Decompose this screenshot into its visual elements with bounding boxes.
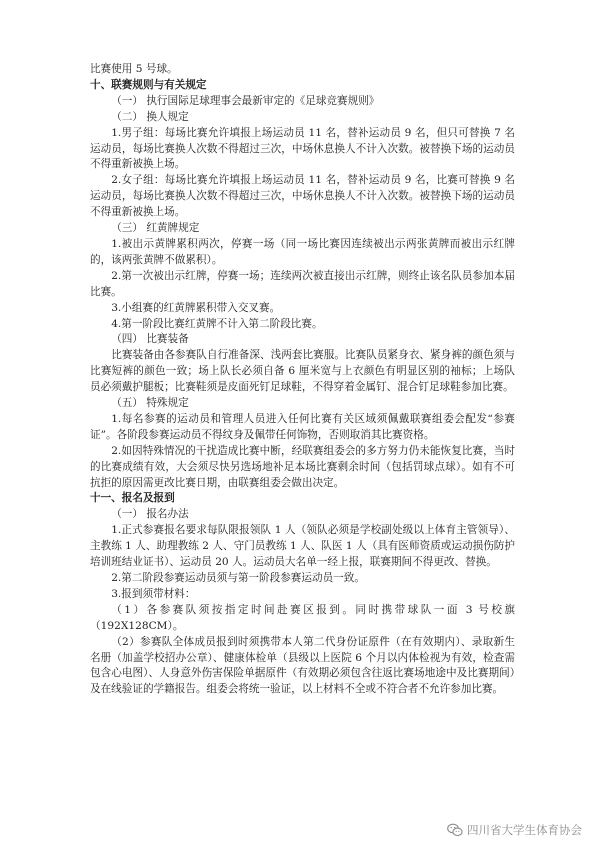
paragraph: 2.第一次被出示红牌，停赛一场；连续两次被直接出示红牌，则终止该名队员参加本届比赛。 [90,269,515,298]
paragraph: 1.被出示黄牌累积两次，停赛一场（同一场比赛因连续被出示两张黄牌而被出示红牌的，该两张黄牌不做累积）。 [90,237,515,266]
watermark-text: 四川省大学生体育协会 [467,823,582,837]
paragraph: （一） 执行国际足球理事会最新审定的《足球竞赛规则》 [111,94,380,107]
paragraph: 4.第一阶段比赛红黄牌不计入第二阶段比赛。 [111,317,323,330]
paragraph: （五） 特殊规定 [111,397,189,410]
paragraph: 比赛使用 5 号球。 [90,63,178,75]
section-heading: 十、联赛规则与有关规定 [90,78,207,91]
paragraph: 比赛装备由各参赛队自行准备深、浅两套比赛服。比赛队员紧身衣、紧身裤的颜色须与比赛短裤的颜色一致；场上队长必须自备 6 厘米宽与上衣颜色有明显区别的袖标；上场队员必须戴护腿板；比赛鞋须是皮面死钉足球鞋，不得穿着金属钉、混合钉足球鞋参加比赛。 [90,349,515,394]
document-body [90,62,515,698]
paragraph: （2）参赛队全体成员报到时须携带本人第二代身份证原件（在有效期内）、录取新生名册（加盖学校招办公章）、健康体检单（县级以上医院 6 个月以内体检视为有效，检查需包含心电图）、人身意外伤害保险单据原件（有效期必须包含往返比赛场地途中及比赛期间）及在线验证的学籍报告。组委会将统一验证，以上材料不全或不符合者不允许参加比赛。 [90,635,515,696]
paragraph: （二） 换人规定 [111,110,189,123]
paragraph: （1）各参赛队须按指定时间赴赛区报到。同时携带球队一面 3 号校旗（192X128CM）。 [90,603,515,632]
paragraph: 1.正式参赛报名要求每队限报领队 1 人（领队必须是学校副处级以上体育主管领导）、主教练 1 人、助理教练 2 人、守门员教练 1 人、队医 1 人（具有医师资质或运动损伤防护培训班结业证书）、运动员 20 人。运动员大名单一经上报，联赛期间不得更改、替换。 [90,524,515,569]
paragraph: 2.第二阶段参赛运动员须与第一阶段参赛运动员一致。 [111,572,365,584]
paragraph: 2.女子组：每场比赛允许填报上场运动员 11 名，替补运动员 9 名，比赛可替换 9 名运动员，每场比赛换人次数不得超过三次，中场休息换人不计入次数。被替换下场的运动员不得重新被换上场。 [90,174,515,219]
paragraph: （四） 比赛装备 [111,333,189,346]
paragraph: （三） 红黄牌规定 [111,222,200,235]
wechat-icon [447,823,463,837]
paragraph: 3.小组赛的红黄牌累积带入交叉赛。 [111,301,281,314]
paragraph: 2.如因特殊情况的干扰造成比赛中断，经联赛组委会的多方努力仍未能恢复比赛，当时的比赛成绩有效，大会须尽快另选场地补足本场比赛剩余时间（包括罚球点球）。如有不可抗拒的原因需更改比赛日期，由联赛组委会做出决定。 [90,444,515,489]
section-heading: 十一、报名及报到 [90,492,175,505]
paragraph: 1.每名参赛的运动员和管理人员进入任何比赛有关区域须佩戴联赛组委会配发“参赛证”。各阶段参赛运动员不得纹身及佩带任何饰物，否则取消其比赛资格。 [90,412,515,441]
paragraph: 1.男子组：每场比赛允许填报上场运动员 11 名，替补运动员 9 名，但只可替换 7 名运动员，每场比赛换人次数不得超过三次，中场休息换人不计入次数。被替换下场的运动员不得重新被换上场。 [90,126,515,171]
paragraph: 3.报到须带材料： [111,587,196,600]
paragraph: （一） 报名办法 [111,508,189,521]
wechat-watermark [447,822,582,838]
